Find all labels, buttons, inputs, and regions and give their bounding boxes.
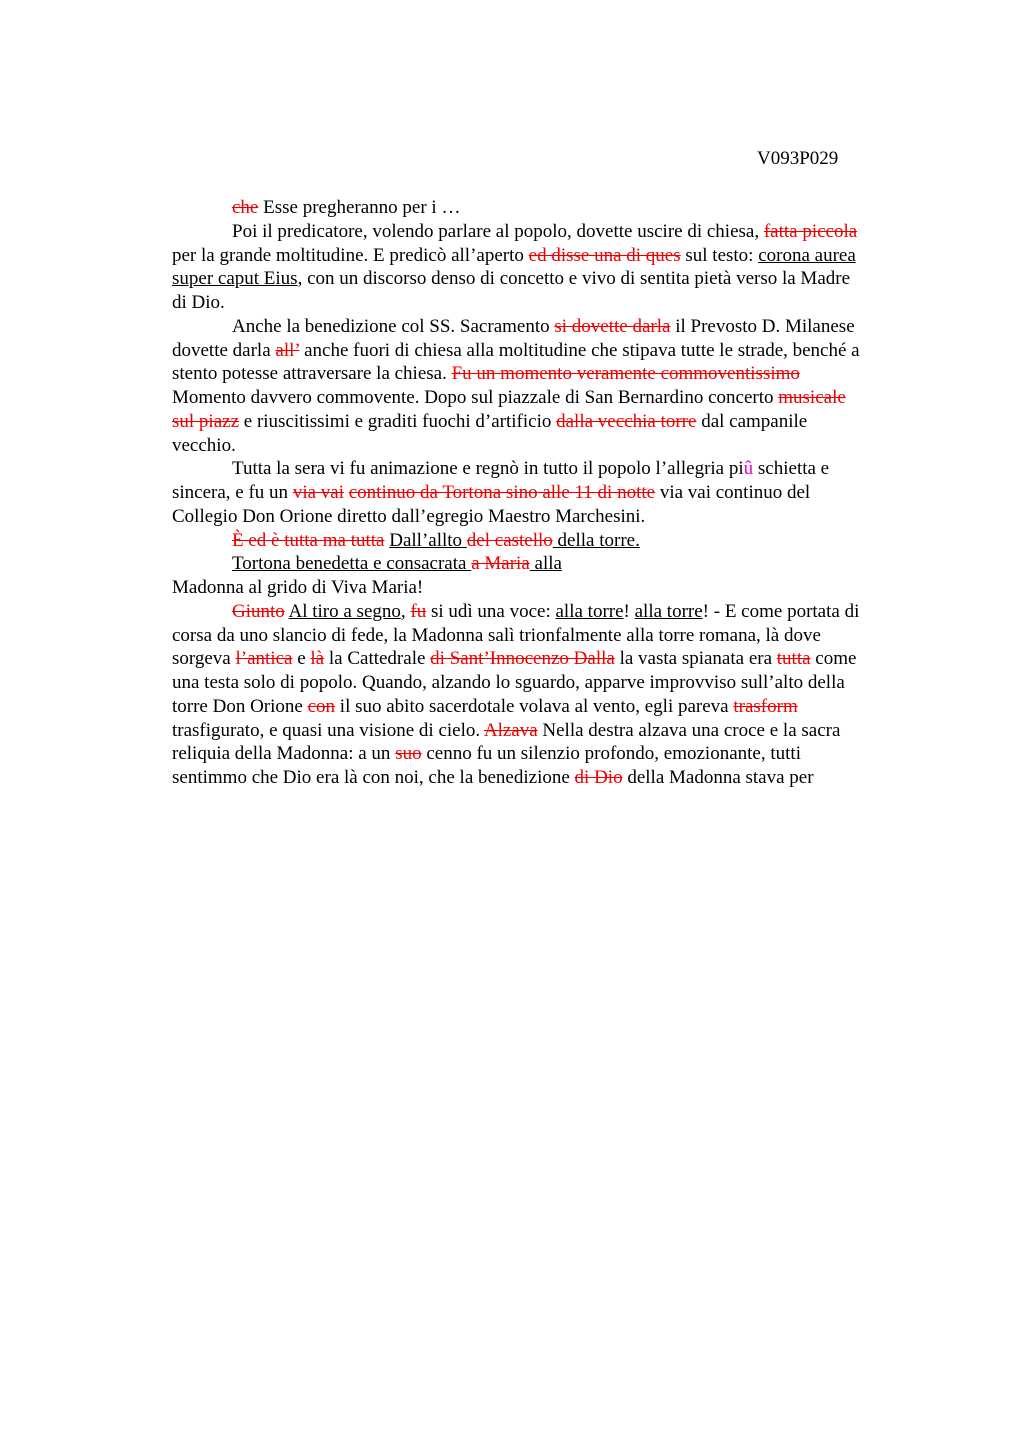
text-segment: schietta e — [753, 458, 830, 480]
inserted-character: û — [743, 458, 754, 480]
deleted-text: fatta piccola — [763, 220, 858, 242]
text-segment: dovette darla — [172, 339, 276, 361]
text-line — [172, 196, 932, 220]
underlined-text: alla — [529, 553, 562, 575]
text-segment: dal campanile — [696, 410, 808, 432]
text-line — [172, 457, 932, 481]
text-segment: via vai continuo del — [655, 482, 811, 503]
text-segment: e — [292, 648, 311, 670]
text-line — [172, 315, 932, 339]
deleted-text: Fu un momento veramente commoventissimo — [451, 363, 800, 385]
page-identifier: V093P029 — [757, 148, 839, 169]
deleted-text: all’ — [275, 339, 300, 361]
text-segment: Anche la benedizione col SS. Sacramento — [232, 315, 555, 337]
text-segment: Madonna al grido di Viva Maria! — [172, 577, 424, 598]
deleted-text: l’antica — [235, 648, 293, 670]
text-segment: della Madonna stava per — [622, 767, 814, 788]
deleted-text: di Sant’Innocenzo Dalla — [430, 648, 615, 670]
underlined-text: Al tiro a segno — [288, 600, 401, 622]
text-line — [172, 362, 932, 386]
text-line — [172, 410, 932, 434]
deleted-text: tutta — [776, 648, 811, 670]
text-line — [172, 386, 932, 410]
underlined-text: Dall’allto — [389, 529, 467, 551]
text-line — [172, 695, 932, 719]
text-segment: il Prevosto D. Milanese — [670, 315, 855, 337]
text-segment: ! — [623, 600, 635, 622]
text-segment: di Dio. — [172, 292, 225, 313]
text-line — [172, 481, 932, 505]
deleted-text: continuo da Tortona sino alle 11 di notte — [348, 482, 656, 503]
text-line — [172, 671, 932, 695]
text-segment: la Cattedrale — [324, 648, 431, 670]
text-line — [172, 647, 932, 671]
text-segment: Tutta la sera vi fu animazione e regnò in tutto il popolo l’allegria pi — [232, 458, 744, 480]
deleted-text: È ed è tutta ma tutta — [232, 529, 385, 551]
text-segment: corsa da uno slancio di fede, la Madonna salì trionfalmente alla torre romana, là dove — [172, 624, 821, 646]
deleted-text: a Maria — [471, 553, 530, 575]
text-line — [172, 719, 932, 743]
text-line — [172, 244, 932, 268]
deleted-text: musicale — [778, 387, 846, 408]
underlined-text: alla torre — [634, 600, 703, 622]
text-segment: la vasta spianata era — [614, 648, 777, 670]
text-segment: si udì una voce: — [426, 600, 556, 622]
text-line — [172, 624, 932, 648]
deleted-text: fu — [410, 600, 427, 622]
text-segment: Nella destra alzava una croce e la sacra — [537, 719, 841, 741]
underlined-text: Tortona benedetta e consacrata — [232, 553, 472, 575]
text-segment: vecchio. — [172, 434, 236, 456]
text-segment: sul testo: — [680, 244, 759, 266]
text-segment: per la grande moltitudine. E predicò all’aperto — [172, 244, 529, 266]
underlined-text: corona aurea — [758, 244, 856, 266]
text-segment: Collegio Don Orione diretto dall’egregio Maestro Marchesini. — [172, 505, 646, 527]
text-segment: torre Don Orione — [172, 695, 308, 717]
deleted-text: che — [232, 197, 259, 218]
deleted-text: sul piazz — [172, 410, 240, 432]
underlined-text: della torre. — [557, 529, 640, 551]
deleted-text: là — [310, 648, 325, 670]
text-segment: trasfigurato, e quasi una visione di cielo. — [172, 719, 484, 741]
underlined-text: alla torre — [555, 600, 624, 622]
text-segment: una testa solo di popolo. Quando, alzando lo sguardo, apparve improvviso sull’alto della — [172, 672, 845, 693]
text-segment: sorgeva — [172, 648, 236, 670]
text-segment: Esse pregheranno per i … — [258, 197, 461, 218]
text-segment: anche fuori di chiesa alla moltitudine che stipava tutte le strade, benché a — [299, 339, 860, 361]
text-line — [172, 339, 932, 363]
text-line — [172, 434, 932, 458]
underlined-text: super caput Eius — [172, 268, 298, 290]
text-segment: e riuscitissimi e graditi fuochi d’artificio — [239, 410, 557, 432]
deleted-text: di Dio — [574, 767, 623, 788]
text-segment: , — [400, 600, 411, 622]
transcription-body — [172, 196, 932, 790]
deleted-text: del castello — [466, 529, 553, 551]
deleted-text: Giunto — [232, 600, 285, 622]
text-line — [172, 766, 932, 790]
text-line — [172, 600, 932, 624]
text-line — [172, 220, 932, 244]
text-line — [172, 576, 932, 600]
deleted-text: suo — [395, 743, 422, 765]
text-line — [172, 267, 932, 291]
deleted-text: dalla vecchia torre — [556, 410, 697, 432]
text-segment: , con un discorso denso di concetto e vivo di sentita pietà verso la Madre — [297, 268, 851, 290]
text-segment: ! - E come portata di — [702, 600, 860, 622]
text-segment: sincera, e fu un — [172, 482, 293, 503]
deleted-text: si dovette darla — [554, 315, 671, 337]
text-line — [172, 529, 932, 553]
text-line — [172, 552, 932, 576]
text-segment: sentimmo che Dio era là con noi, che la benedizione — [172, 767, 575, 788]
text-line — [172, 291, 932, 315]
text-segment: reliquia della Madonna: a un — [172, 743, 396, 765]
text-segment: come — [810, 648, 857, 670]
deleted-text: ed disse una di ques — [528, 244, 681, 266]
text-segment: cenno fu un silenzio profondo, emozionante, tutti — [421, 743, 801, 765]
text-segment: Poi il predicatore, volendo parlare al popolo, dovette uscire di chiesa, — [232, 220, 764, 242]
text-line — [172, 505, 932, 529]
text-segment: il suo abito sacerdotale volava al vento, egli pareva — [335, 695, 734, 717]
text-segment: Momento davvero commovente. Dopo sul piazzale di San Bernardino concerto — [172, 387, 779, 408]
text-segment: stento potesse attraversare la chiesa. — [172, 363, 452, 385]
deleted-text: Alzava — [483, 719, 538, 741]
deleted-text: via vai — [292, 482, 344, 503]
deleted-text: con — [307, 695, 336, 717]
text-line — [172, 742, 932, 766]
deleted-text: trasform — [733, 695, 798, 717]
